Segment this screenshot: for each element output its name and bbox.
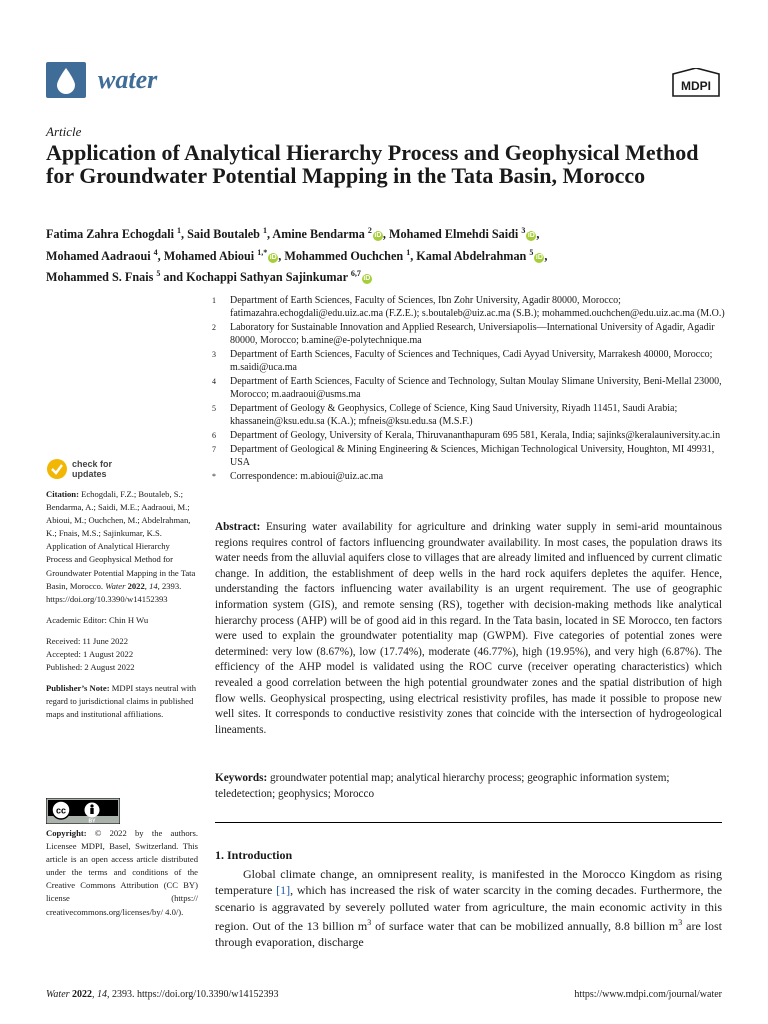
author-name: Said Boutaleb	[187, 227, 260, 242]
footer-journal-url[interactable]: https://www.mdpi.com/journal/water	[574, 989, 722, 1000]
keywords-label: Keywords:	[215, 772, 268, 784]
abstract	[215, 520, 722, 738]
orcid-icon[interactable]: iD	[527, 232, 535, 240]
footer-citation: Water 2022, 14, 2393. https://doi.org/10.3390/w14152393	[46, 989, 279, 1000]
affiliation-item	[212, 375, 732, 401]
affiliation-item	[212, 429, 732, 442]
citation: Citation: Echogdali, F.Z.; Boutaleb, S.; Bendarma, A.; Saidi, M.E.; Aadraoui, M.; Abioui, M.; Ouchchen, M.; Abdelrahman, K.; Fnais, M.S.; Sajinkumar, K.S. Application of Analytical Hierarchy Process and Geophysical Method for Groundwater Potential Mapping in the Tata Basin, Morocco. Water 2022, 14, 2393. https://doi.org/10.3390/w14152393	[46, 489, 196, 604]
affiliation-text: Department of Earth Sciences, Faculty of Science and Technology, Sultan Moulay Slimane University, Beni-Mellal 23000, Morocco; m.aadraoui@usms.ma	[230, 376, 722, 400]
section-heading: 1. Introduction	[215, 848, 293, 862]
affiliation-text: Department of Geology, University of Kerala, Thiruvananthapuram 695 581, Kerala, India; sajinks@keralauniversity.ac.in	[230, 430, 721, 441]
keywords-text: groundwater potential map; analytical hierarchy process; geographic information system; teledetection; geophysics; Morocco	[215, 772, 670, 800]
journal-name: water	[98, 65, 158, 94]
affiliation-text: Correspondence: m.abioui@uiz.ac.ma	[230, 471, 384, 482]
author-affiliation-mark: 2	[367, 226, 372, 235]
academic-editor: Academic Editor: Chin H Wu	[46, 614, 149, 625]
author-name: Mohamed Elmehdi Saidi	[388, 227, 519, 242]
journal-logo	[46, 62, 157, 98]
author-affiliation-mark: 1	[177, 226, 182, 235]
sidebar-info	[46, 488, 198, 730]
abstract-label: Abstract:	[215, 521, 261, 533]
orcid-icon[interactable]: iD	[535, 253, 543, 261]
author-affiliation-mark: 6,7	[350, 269, 361, 279]
affiliation-list	[212, 294, 732, 484]
author-list	[46, 222, 736, 287]
affiliation-item	[212, 402, 732, 428]
author-name: Mohamed Abioui	[163, 248, 255, 263]
author-separator: ,	[536, 227, 540, 242]
author-separator: and	[160, 270, 187, 285]
orcid-icon[interactable]: iD	[363, 275, 371, 283]
affiliation-item	[212, 348, 732, 374]
affiliation-item	[212, 470, 732, 483]
author-affiliation-mark: 5	[529, 247, 534, 257]
author-affiliation-mark: 3	[521, 226, 526, 235]
author-name: Mohamed Aadraoui	[46, 248, 151, 263]
copyright-notice: Copyright: © 2022 by the authors. Licensee MDPI, Basel, Switzerland. This article is an open access article distributed under the terms and conditions of the Creative Commons Attribution (CC BY) license (https:// creativecommons.org/licenses/by/ 4.0/).	[46, 828, 198, 917]
mdpi-logo-text: MDPI	[681, 79, 711, 93]
affiliation-number: 3	[212, 350, 216, 359]
author-affiliation-mark: 1	[262, 226, 267, 235]
author-affiliation-mark: 4	[153, 247, 158, 257]
author-affiliation-mark: 1	[406, 247, 411, 257]
affiliation-number: *	[212, 472, 216, 481]
article-type: Article	[46, 124, 82, 139]
check-updates-line1: check for	[72, 459, 113, 469]
cc-by-license-badge[interactable]	[46, 798, 120, 829]
article-title: Application of Analytical Hierarchy Process and Geophysical Method for Groundwater Potential Mapping in the Tata Basin, Morocco	[46, 140, 699, 188]
author-separator: ,	[266, 227, 273, 242]
keywords	[215, 771, 722, 802]
check-for-updates-badge[interactable]	[46, 458, 112, 480]
affiliation-number: 2	[212, 323, 216, 332]
by-label: BY	[88, 818, 96, 824]
author-affiliation-mark: 1,*	[257, 247, 268, 257]
accepted-date: Accepted: 1 August 2022	[46, 649, 134, 660]
affiliation-number: 6	[212, 431, 216, 440]
orcid-icon[interactable]: iD	[374, 232, 382, 240]
cc-icon: cc	[55, 805, 67, 816]
affiliation-number: 1	[212, 296, 216, 305]
affiliation-number: 7	[212, 445, 216, 454]
author-name: Amine Bendarma	[272, 227, 365, 242]
divider	[215, 822, 722, 823]
affiliation-item	[212, 443, 732, 469]
author-separator: ,	[157, 248, 164, 263]
citation-link[interactable]: [1]	[276, 883, 291, 898]
received-date: Received: 11 June 2022	[46, 635, 129, 646]
author-separator: ,	[382, 227, 389, 242]
abstract-text: Ensuring water availability for agriculture and drinking water supply in semi-arid mountainous regions requires control of factors influencing groundwater availability. In most cases, the population draws its water needs from the alluvial aquifers close to villages that are already limited and influenced by current climatic change. In addition, the establishment of deep wells in the hard rock aquifers depletes the aquifer. Hence, understanding the factors influencing water availability is an urgent requirement. The use of geographic information system (GIS), and remote sensing (RS), together with decision-making methods like analytical hierarchy process (AHP) will be of good aid in this regard. In the Tata basin, located in SE Morocco, ten factors were used to explain the groundwater potentiality map (GWPM). Five categories of potential zones were determined: very low (8.67%), low (17.74%), moderate (46.77%), high (19.95%), and very high (6.87%). The efficiency of the AHP model is validated using the ROC curve (receiver operating characteristics) which revealed a good correlation between the high potential groundwater zones and the spatial distribution of high flow wells. Geophysical prospecting, using electrical resistivity profiles, has made it possible to propose new well sites. It corresponds to conductive resistivity zones that coincide with the intersection of hydrogeological lineaments.	[215, 521, 723, 736]
affiliation-text: Department of Geological & Mining Engineering & Sciences, Michigan Technological University, Houghton, MI 49931, USA	[230, 444, 715, 468]
mdpi-logo	[670, 68, 722, 103]
author-separator: ,	[410, 248, 417, 263]
publishers-note: Publisher’s Note: MDPI stays neutral with regard to jurisdictional claims in published maps and institutional affiliations.	[46, 683, 196, 720]
affiliation-text: Department of Geology & Geophysics, College of Science, King Saud University, Riyadh 11451, Saudi Arabia; khassanein@ksu.edu.sa (K.A.); mfneis@ksu.edu.sa (M.S.F.)	[230, 403, 678, 427]
author-affiliation-mark: 5	[156, 269, 161, 279]
affiliation-item	[212, 294, 732, 320]
author-separator: ,	[181, 227, 188, 242]
affiliation-number: 4	[212, 377, 216, 386]
dates	[46, 635, 198, 674]
affiliation-text: Department of Earth Sciences, Faculty of Sciences, Ibn Zohr University, Agadir 80000, Morocco; fatimazahra.echogdali@edu.uiz.ac.ma (F.Z.E.); s.boutaleb@uiz.ac.ma (S.B.); mohammed.ouchchen@edu.uiz.ac.ma (M.O.)	[230, 295, 725, 319]
affiliation-text: Department of Earth Sciences, Faculty of Sciences and Techniques, Cadi Ayyad University, Marrakesh 40000, Morocco; m.saidi@uca.ma	[230, 349, 713, 373]
author-name: Kamal Abdelrahman	[416, 248, 527, 263]
author-name: Kochappi Sathyan Sajinkumar	[186, 270, 348, 285]
water-drop-icon	[46, 62, 86, 98]
author-separator: ,	[278, 248, 285, 263]
check-updates-icon	[46, 458, 68, 480]
published-date: Published: 2 August 2022	[46, 662, 135, 673]
check-updates-line2: updates	[72, 469, 107, 479]
affiliation-text: Laboratory for Sustainable Innovation and Applied Research, Universiapolis—International University of Agadir, Agadir 80000, Morocco; b.amine@e-polytechnique.ma	[230, 322, 715, 346]
author-name: Mohammed S. Fnais	[46, 270, 154, 285]
author-name: Fatima Zahra Echogdali	[46, 227, 174, 242]
affiliation-number: 5	[212, 404, 216, 413]
author-name: Mohammed Ouchchen	[284, 248, 404, 263]
author-separator: ,	[544, 248, 548, 263]
affiliation-item	[212, 321, 732, 347]
orcid-icon[interactable]: iD	[269, 253, 277, 261]
person-icon	[90, 804, 93, 807]
introduction-paragraph: Global climate change, an omnipresent reality, is manifested in the Morocco Kingdom as rising temperature [1], which has increased the risk of water scarcity in the coming decades. Furthermore, the scenario is aggravated by severely polluted water from agriculture, the main economic activity in this region. Out of the 13 billion $m^3$ of surface water that can be mobilized annually, 8.8 billion $m^3$ are lost through evaporation, discharge	[215, 867, 722, 950]
